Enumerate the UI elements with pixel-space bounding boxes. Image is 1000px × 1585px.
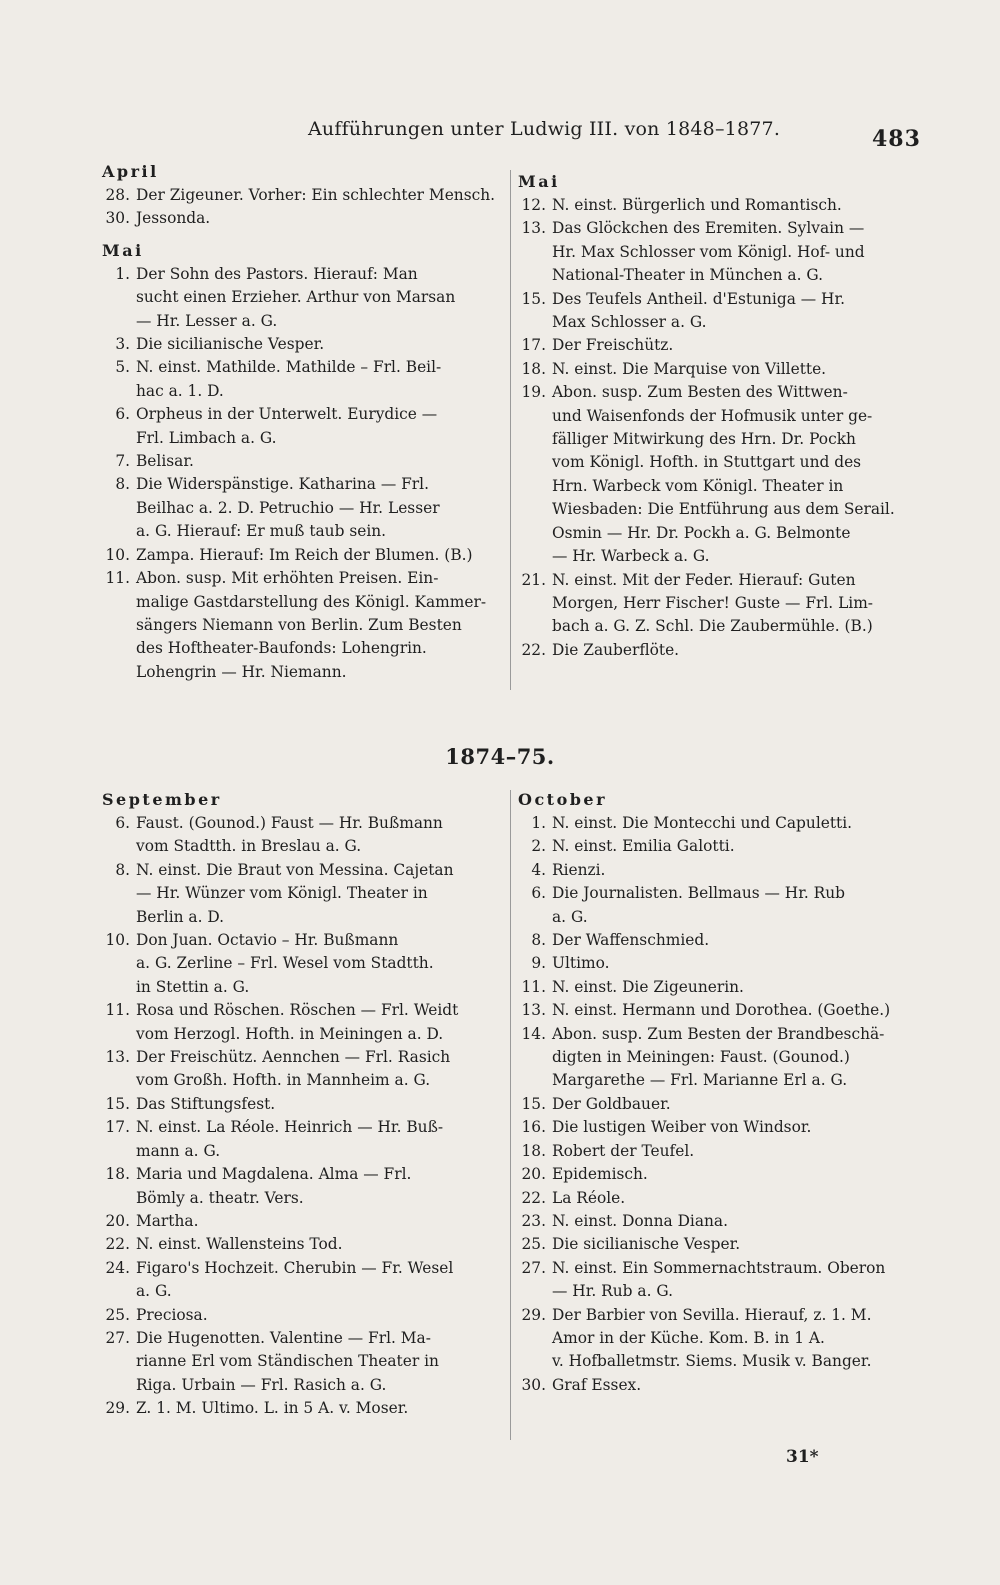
- entry-text-line: Beilhac a. 2. D. Petruchio — Hr. Lesser: [136, 498, 440, 517]
- entry-text-line: a. G. Hierauf: Er muß taub sein.: [136, 522, 387, 541]
- entry-text-line: mann a. G.: [136, 1141, 221, 1160]
- entry-text-line: vom Herzogl. Hofth. in Meiningen a. D.: [136, 1024, 444, 1043]
- entry-date: 25.: [105, 1305, 130, 1324]
- entry-date: 11.: [521, 977, 546, 996]
- performance-entry: [102, 1093, 502, 1116]
- performance-entry: [102, 473, 502, 543]
- entry-date: 1.: [115, 264, 130, 283]
- entry-date: 6.: [115, 814, 130, 832]
- entry-text-line: N. einst. Emilia Galotti.: [552, 837, 735, 856]
- entry-text-line: Hrn. Warbeck vom Königl. Theater in: [552, 476, 844, 495]
- entry-text-line: Die Hugenotten. Valentine — Frl. Ma-: [136, 1328, 431, 1347]
- entry-date: 18.: [521, 359, 546, 378]
- entry-text-line: Hr. Max Schlosser vom Königl. Hof- und: [552, 242, 865, 261]
- entry-date: 21.: [521, 570, 546, 589]
- entry-text-line: Zampa. Hierauf: Im Reich der Blumen. (B.): [136, 545, 473, 564]
- entry-date: 8.: [531, 931, 546, 950]
- performance-entry: [102, 929, 502, 999]
- entry-text-line: Das Stiftungsfest.: [136, 1094, 276, 1113]
- entry-date: 8.: [115, 860, 130, 879]
- entry-text-line: Robert der Teufel.: [552, 1141, 695, 1160]
- performance-entry: [518, 1116, 918, 1139]
- entry-text-line: Bömly a. theatr. Vers.: [136, 1188, 304, 1207]
- entry-text-line: a. G. Zerline – Frl. Wesel vom Stadtth.: [136, 954, 434, 973]
- performance-entry: [102, 356, 502, 403]
- entry-text-line: — Hr. Warbeck a. G.: [552, 547, 710, 566]
- performance-entry: [102, 1327, 502, 1397]
- month-heading: Mai: [102, 240, 144, 260]
- month-heading: October: [518, 790, 608, 809]
- entry-text-line: Die Widerspänstige. Katharina — Frl.: [136, 475, 429, 494]
- entry-date: 6.: [531, 884, 546, 903]
- entry-text-line: fälliger Mitwirkung des Hrn. Dr. Pockh: [552, 430, 856, 449]
- entry-text-line: Faust. (Gounod.) Faust — Hr. Bußmann: [136, 814, 443, 832]
- performance-entry: [102, 1397, 502, 1420]
- entry-text-line: N. einst. Ein Sommernachtstraum. Oberon: [552, 1258, 886, 1277]
- entry-text-line: Z. 1. M. Ultimo. L. in 5 A. v. Moser.: [136, 1399, 409, 1418]
- entry-text-line: Epidemisch.: [552, 1165, 648, 1184]
- performance-entry: [518, 1093, 918, 1116]
- performance-entry: [518, 639, 918, 662]
- bottom-right-column: [518, 788, 918, 1397]
- performance-entry: [518, 358, 918, 381]
- entry-date: 10.: [105, 545, 130, 564]
- entry-date: 20.: [105, 1211, 130, 1230]
- entry-text-line: Preciosa.: [136, 1305, 208, 1324]
- entry-text-line: N. einst. Hermann und Dorothea. (Goethe.): [552, 1001, 891, 1020]
- entry-text-line: Die Zauberflöte.: [552, 640, 680, 659]
- performance-entry: [102, 450, 502, 473]
- entry-text-line: Ultimo.: [552, 954, 610, 973]
- entry-text-line: National-Theater in München a. G.: [552, 266, 824, 285]
- entry-date: 5.: [115, 358, 130, 377]
- entry-text-line: in Stettin a. G.: [136, 977, 250, 996]
- performance-entry: [518, 1210, 918, 1233]
- entry-date: 28.: [105, 186, 130, 204]
- entry-text-line: Lohengrin — Hr. Niemann.: [136, 662, 347, 681]
- entry-date: 22.: [521, 1188, 546, 1207]
- entry-text-line: Der Waffenschmied.: [552, 931, 710, 950]
- entry-date: 10.: [105, 931, 130, 950]
- performance-entry: [518, 1140, 918, 1163]
- performance-entry: [102, 207, 502, 230]
- entry-text-line: vom Großh. Hofth. in Mannheim a. G.: [136, 1071, 431, 1090]
- performance-entry: [518, 929, 918, 952]
- entry-text-line: Wiesbaden: Die Entführung aus dem Serail.: [552, 500, 895, 519]
- entry-date: 20.: [521, 1165, 546, 1184]
- entry-date: 11.: [105, 569, 130, 588]
- entry-text-line: sängers Niemann von Berlin. Zum Besten: [136, 615, 462, 634]
- entry-text-line: Frl. Limbach a. G.: [136, 428, 277, 447]
- performance-entry: [518, 1023, 918, 1093]
- entry-text-line: a. G.: [552, 907, 588, 926]
- entry-date: 8.: [115, 475, 130, 494]
- performance-entry: [102, 1210, 502, 1233]
- entry-date: 11.: [105, 1001, 130, 1020]
- column-divider-top: [510, 170, 511, 690]
- performance-entry: [518, 1304, 918, 1374]
- month-heading: Mai: [518, 172, 560, 191]
- performance-entry: [518, 1233, 918, 1256]
- entry-text-line: Der Sohn des Pastors. Hierauf: Man: [136, 264, 418, 283]
- entry-text-line: Figaro's Hochzeit. Cherubin — Fr. Wesel: [136, 1258, 454, 1277]
- entry-text-line: a. G.: [136, 1282, 172, 1301]
- entry-date: 17.: [105, 1118, 130, 1137]
- entry-text-line: Das Glöckchen des Eremiten. Sylvain —: [552, 219, 865, 238]
- entry-date: 4.: [531, 860, 546, 879]
- performance-entry: [518, 835, 918, 858]
- entry-date: 24.: [105, 1258, 130, 1277]
- entry-text-line: N. einst. Die Marquise von Villette.: [552, 359, 827, 378]
- entry-text-line: vom Königl. Hofth. in Stuttgart und des: [552, 453, 862, 472]
- entry-date: 6.: [115, 405, 130, 424]
- entry-text-line: digten in Meiningen: Faust. (Gounod.): [552, 1048, 850, 1067]
- entry-date: 7.: [115, 452, 130, 471]
- entry-date: 19.: [521, 383, 546, 402]
- entry-text-line: sucht einen Erzieher. Arthur von Marsan: [136, 288, 456, 307]
- performance-entry: [518, 1163, 918, 1186]
- season-heading: 1874–75.: [445, 744, 555, 769]
- entry-text-line: N. einst. Mathilde. Mathilde – Frl. Beil-: [136, 358, 442, 377]
- entry-date: 15.: [521, 289, 546, 308]
- performance-entry: [102, 263, 502, 333]
- entry-text-line: Osmin — Hr. Dr. Pockh a. G. Belmonte: [552, 523, 851, 542]
- entry-text-line: Rienzi.: [552, 860, 606, 879]
- entry-text-line: N. einst. Wallensteins Tod.: [136, 1235, 343, 1254]
- entry-text-line: v. Hofballetmstr. Siems. Musik v. Banger.: [552, 1352, 872, 1371]
- performance-entry: [518, 1187, 918, 1210]
- entry-text-line: N. einst. Die Montecchi und Capuletti.: [552, 814, 853, 832]
- entry-text-line: Maria und Magdalena. Alma — Frl.: [136, 1165, 412, 1184]
- entry-text-line: Die lustigen Weiber von Windsor.: [552, 1118, 812, 1137]
- performance-entry: [102, 1233, 502, 1256]
- entry-date: 29.: [105, 1399, 130, 1418]
- entry-text-line: Martha.: [136, 1211, 199, 1230]
- entry-text-line: Abon. susp. Zum Besten der Brandbeschä-: [552, 1024, 885, 1043]
- performance-entry: [102, 999, 502, 1046]
- performance-entry: [102, 1163, 502, 1210]
- entry-text-line: N. einst. Die Zigeunerin.: [552, 977, 744, 996]
- entry-date: 2.: [531, 837, 546, 856]
- entry-text-line: Riga. Urbain — Frl. Rasich a. G.: [136, 1375, 387, 1394]
- entry-date: 9.: [531, 954, 546, 973]
- entry-text-line: Orpheus in der Unterwelt. Eurydice —: [136, 405, 438, 424]
- entry-date: 18.: [521, 1141, 546, 1160]
- entry-text-line: La Réole.: [552, 1188, 626, 1207]
- entry-text-line: Die Journalisten. Bellmaus — Hr. Rub: [552, 884, 846, 903]
- performance-entry: [518, 812, 918, 835]
- entry-text-line: Abon. susp. Zum Besten des Wittwen-: [552, 383, 848, 402]
- top-right-column: [518, 170, 918, 662]
- performance-entry: [102, 1046, 502, 1093]
- entry-text-line: — Hr. Lesser a. G.: [136, 311, 278, 330]
- entry-text-line: Des Teufels Antheil. d'Estuniga — Hr.: [552, 289, 846, 308]
- entry-text-line: und Waisenfonds der Hofmusik unter ge-: [552, 406, 873, 425]
- signature-mark: 31*: [786, 1447, 819, 1467]
- performance-entry: [518, 882, 918, 929]
- entry-date: 30.: [105, 209, 130, 228]
- entry-text-line: N. einst. Bürgerlich und Romantisch.: [552, 196, 842, 214]
- entry-text-line: Der Zigeuner. Vorher: Ein schlechter Mensch.: [136, 186, 496, 204]
- performance-entry: [102, 567, 502, 684]
- month-heading: April: [102, 162, 159, 181]
- bottom-left-column: [102, 788, 502, 1421]
- entry-text-line: hac a. 1. D.: [136, 381, 224, 400]
- performance-entry: [102, 184, 502, 207]
- performance-entry: [102, 1257, 502, 1304]
- entry-text-line: Morgen, Herr Fischer! Guste — Frl. Lim-: [552, 593, 874, 612]
- entry-text-line: Der Barbier von Sevilla. Hierauf, z. 1. M.: [552, 1305, 872, 1324]
- entry-text-line: Abon. susp. Mit erhöhten Preisen. Ein-: [136, 569, 439, 588]
- entry-text-line: N. einst. Mit der Feder. Hierauf: Guten: [552, 570, 856, 589]
- entry-date: 12.: [521, 196, 546, 214]
- entry-text-line: N. einst. Die Braut von Messina. Cajetan: [136, 860, 454, 879]
- entry-text-line: Der Freischütz.: [552, 336, 674, 355]
- performance-entry: [518, 859, 918, 882]
- performance-entry: [518, 288, 918, 335]
- entry-text-line: Max Schlosser a. G.: [552, 313, 707, 332]
- entry-text-line: N. einst. La Réole. Heinrich — Hr. Buß-: [136, 1118, 444, 1137]
- performance-entry: [102, 1116, 502, 1163]
- performance-entry: [518, 334, 918, 357]
- performance-entry: [518, 381, 918, 568]
- page-number: 483: [872, 126, 921, 152]
- performance-entry: [518, 217, 918, 287]
- performance-entry: [518, 194, 918, 217]
- entry-text-line: — Hr. Wünzer vom Königl. Theater in: [136, 884, 428, 903]
- performance-entry: [518, 1374, 918, 1397]
- performance-entry: [518, 569, 918, 639]
- entry-date: 23.: [521, 1211, 546, 1230]
- entry-date: 25.: [521, 1235, 546, 1254]
- entry-text-line: Berlin a. D.: [136, 907, 225, 926]
- entry-text-line: Rosa und Röschen. Röschen — Frl. Weidt: [136, 1001, 459, 1020]
- month-heading: September: [102, 790, 222, 809]
- performance-entry: [102, 859, 502, 929]
- entry-date: 27.: [105, 1328, 130, 1347]
- performance-entry: [518, 976, 918, 999]
- entry-date: 17.: [521, 336, 546, 355]
- entry-text-line: malige Gastdarstellung des Königl. Kammer-: [136, 592, 487, 611]
- performance-entry: [102, 403, 502, 450]
- entry-text-line: Graf Essex.: [552, 1375, 642, 1394]
- running-head: Aufführungen unter Ludwig III. von 1848–1877.: [308, 118, 781, 140]
- entry-date: 15.: [105, 1094, 130, 1113]
- entry-text-line: vom Stadtth. in Breslau a. G.: [136, 837, 362, 856]
- entry-date: 27.: [521, 1258, 546, 1277]
- entry-text-line: — Hr. Rub a. G.: [552, 1282, 673, 1301]
- entry-text-line: des Hoftheater-Baufonds: Lohengrin.: [136, 639, 427, 658]
- performance-entry: [518, 952, 918, 975]
- entry-text-line: Belisar.: [136, 452, 194, 471]
- entry-date: 3.: [115, 335, 130, 354]
- performance-entry: [102, 1304, 502, 1327]
- entry-date: 18.: [105, 1165, 130, 1184]
- top-left-column: [102, 160, 502, 684]
- performance-entry: [518, 1257, 918, 1304]
- entry-text-line: Don Juan. Octavio – Hr. Bußmann: [136, 931, 399, 950]
- entry-text-line: Jessonda.: [136, 209, 211, 228]
- entry-text-line: Der Freischütz. Aennchen — Frl. Rasich: [136, 1048, 451, 1067]
- column-divider-bottom: [510, 790, 511, 1440]
- entry-date: 1.: [531, 814, 546, 832]
- performance-entry: [102, 812, 502, 859]
- entry-date: 16.: [521, 1118, 546, 1137]
- entry-text-line: Amor in der Küche. Kom. B. in 1 A.: [552, 1328, 825, 1347]
- entry-date: 13.: [105, 1048, 130, 1067]
- entry-date: 22.: [105, 1235, 130, 1254]
- entry-text-line: Die sicilianische Vesper.: [552, 1235, 741, 1254]
- performance-entry: [518, 999, 918, 1022]
- entry-date: 29.: [521, 1305, 546, 1324]
- entry-text-line: Der Goldbauer.: [552, 1094, 671, 1113]
- performance-entry: [102, 333, 502, 356]
- entry-date: 15.: [521, 1094, 546, 1113]
- entry-text-line: bach a. G. Z. Schl. Die Zaubermühle. (B.): [552, 617, 873, 636]
- entry-date: 30.: [521, 1375, 546, 1394]
- entry-date: 13.: [521, 1001, 546, 1020]
- entry-text-line: Margarethe — Frl. Marianne Erl a. G.: [552, 1071, 848, 1090]
- performance-entry: [102, 544, 502, 567]
- entry-date: 14.: [521, 1024, 546, 1043]
- entry-date: 13.: [521, 219, 546, 238]
- entry-date: 22.: [521, 640, 546, 659]
- entry-text-line: N. einst. Donna Diana.: [552, 1211, 728, 1230]
- entry-text-line: Die sicilianische Vesper.: [136, 335, 325, 354]
- entry-text-line: rianne Erl vom Ständischen Theater in: [136, 1352, 439, 1371]
